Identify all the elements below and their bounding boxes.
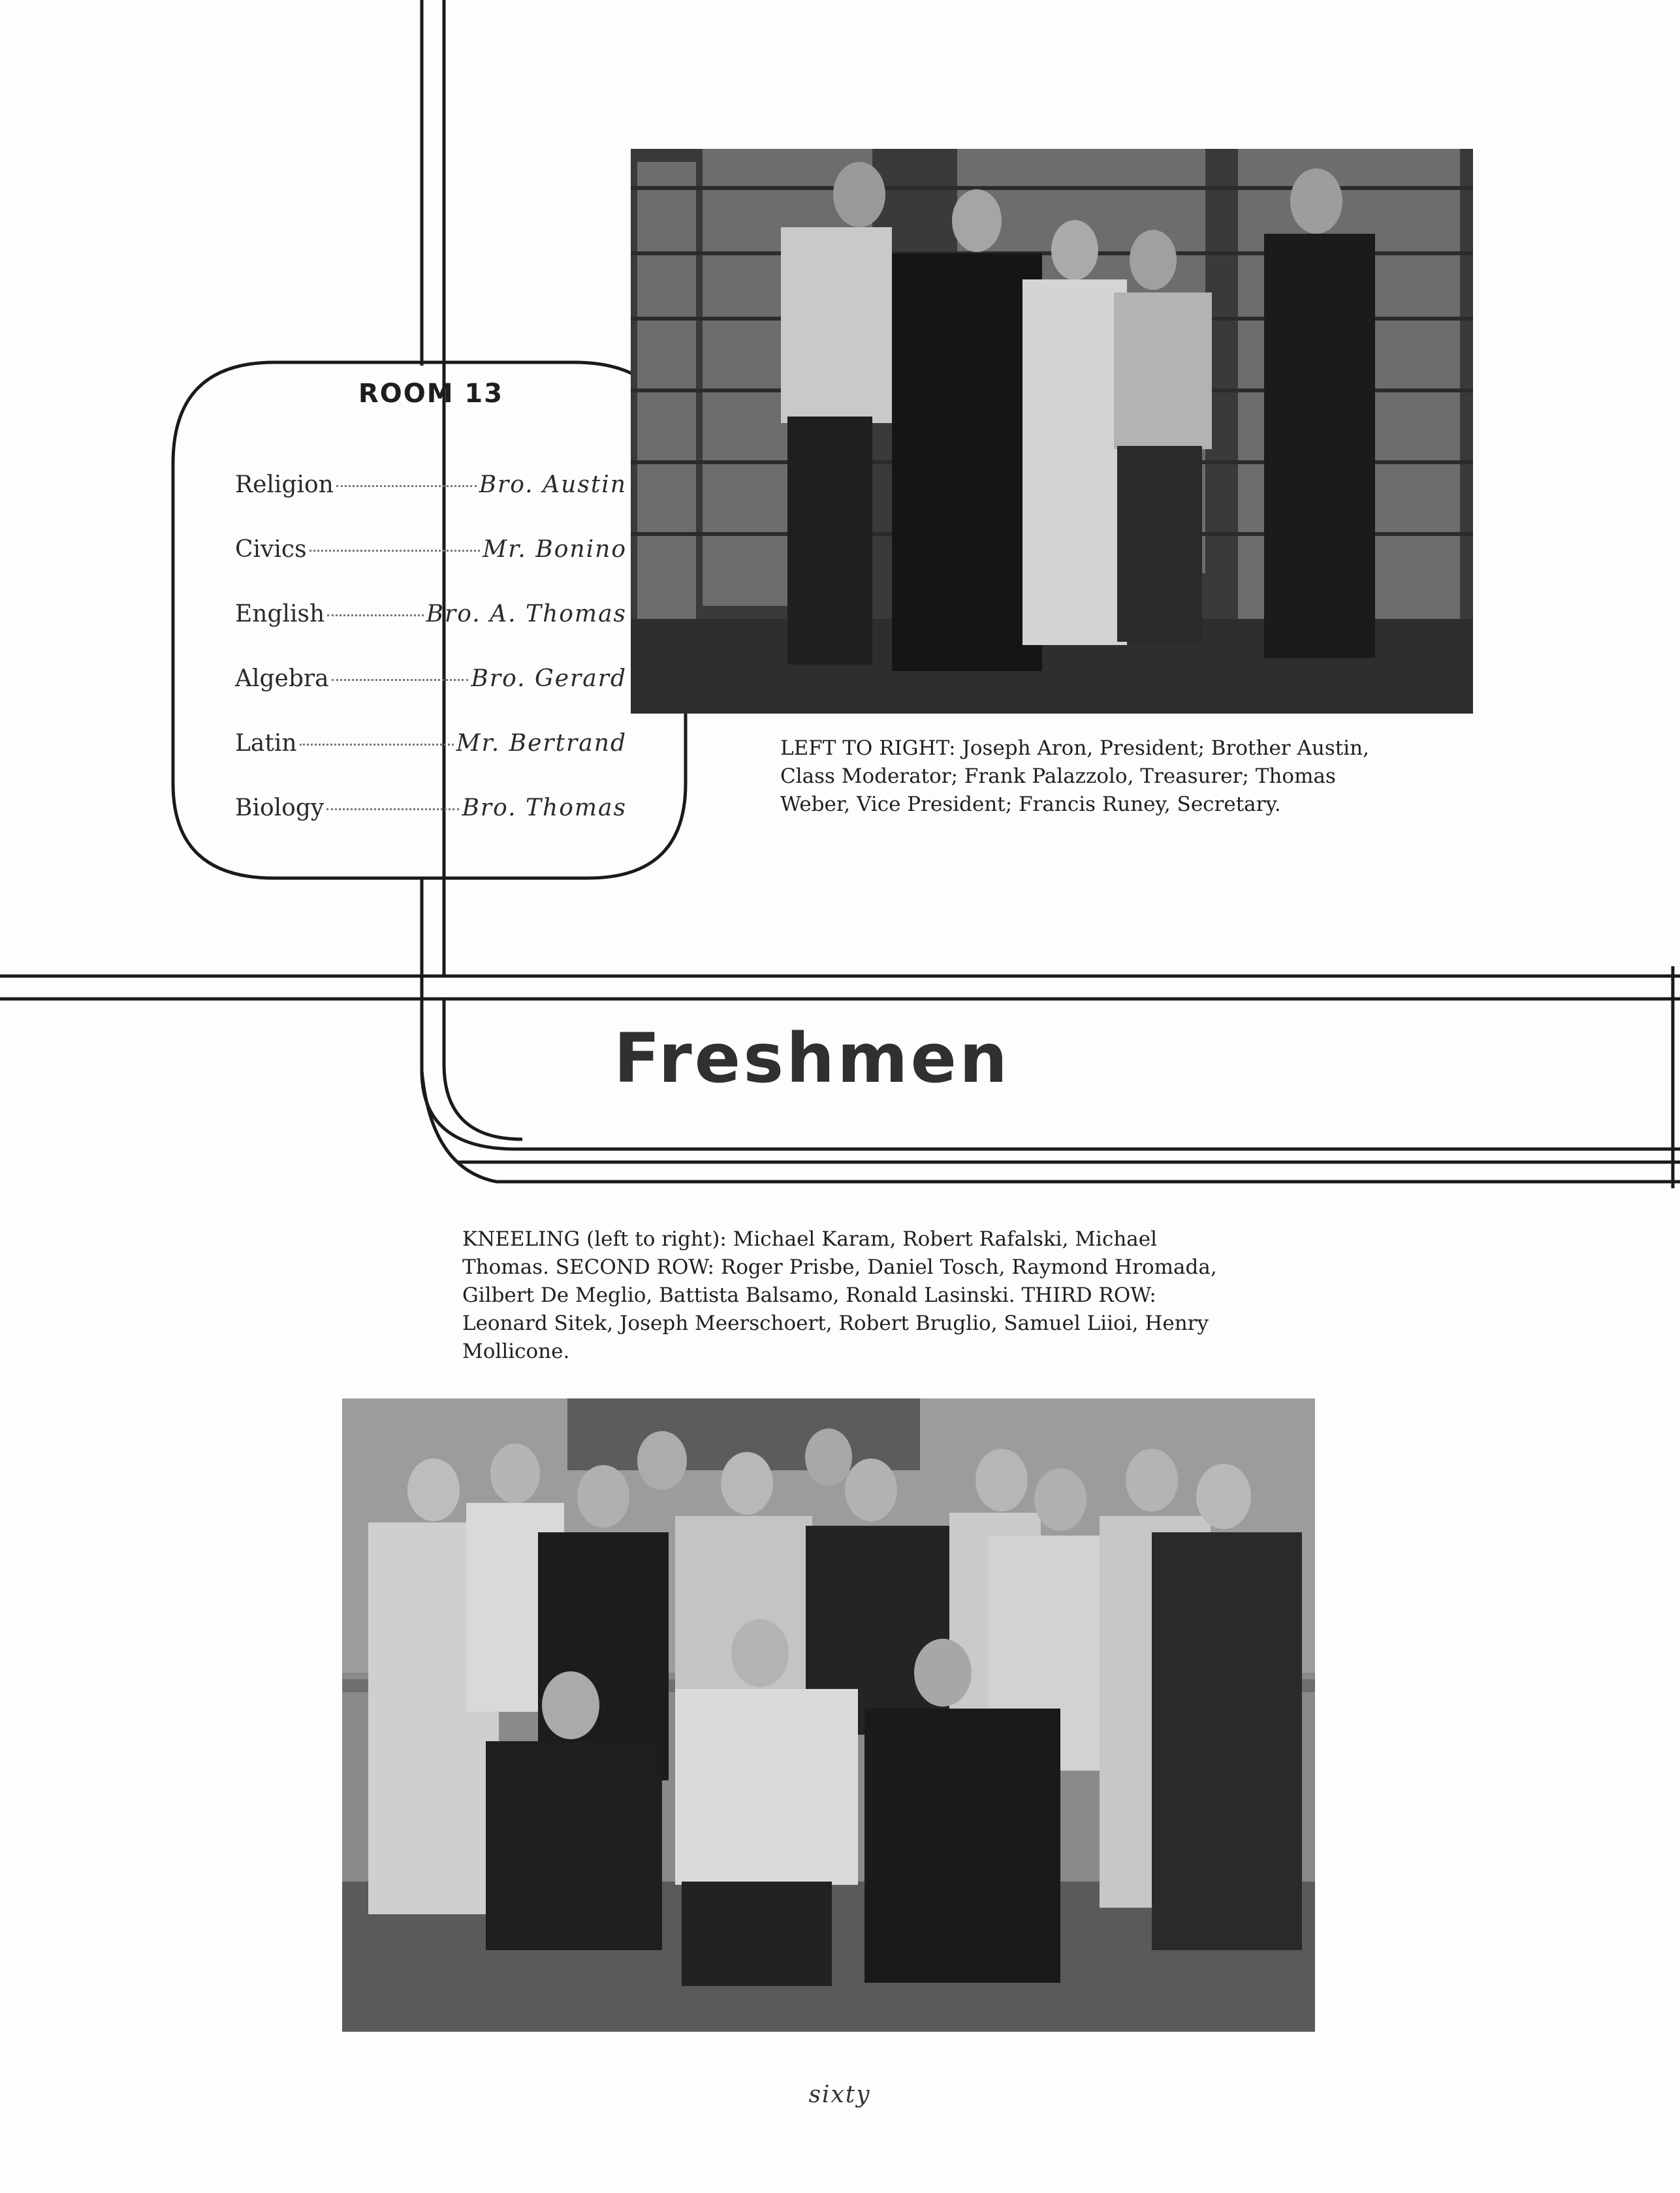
- dot-leader: [300, 744, 454, 746]
- section-title: Freshmen: [614, 1018, 1011, 1098]
- teacher-name: Mr. Bonino: [483, 536, 627, 563]
- page-number: sixty: [808, 2081, 871, 2108]
- subject-label: Religion: [235, 471, 334, 498]
- teacher-name: Bro. Thomas: [462, 795, 627, 821]
- dot-leader: [327, 614, 423, 616]
- schedule-row: [235, 665, 627, 730]
- dot-leader: [332, 679, 469, 681]
- subject-label: Algebra: [235, 665, 329, 692]
- subject-label: Civics: [235, 536, 307, 563]
- subject-label: Latin: [235, 730, 297, 757]
- teacher-name: Bro. Gerard: [471, 665, 627, 692]
- dot-leader: [309, 550, 481, 552]
- subject-label: Biology: [235, 795, 325, 821]
- schedule-row: [235, 471, 627, 536]
- teacher-name: Bro. Austin: [479, 471, 627, 498]
- officers-photo: [631, 149, 1473, 714]
- room-title: ROOM 13: [358, 379, 504, 409]
- teacher-name: Mr. Bertrand: [456, 730, 627, 757]
- teacher-name: Bro. A. Thomas: [426, 601, 627, 627]
- class-caption: KNEELING (left to right): Michael Karam, Robert Rafalski, Michael Thomas. SECOND ROW: Roger Prisbe, Daniel Tosch, Raymond Hromada, Gilbert De Meglio, Battista Balsamo, Ronald Lasinski. THIRD ROW: Leonard Sitek, Joseph Meerschoert, Robert Bruglio, Samuel Liioi, Henry Mollicone.: [462, 1227, 1217, 1363]
- class-photo-graphic: [342, 1398, 1315, 2032]
- schedule-row: [235, 536, 627, 601]
- dot-leader: [336, 485, 477, 487]
- subject-label: English: [235, 601, 325, 627]
- officers-photo-graphic: [631, 149, 1473, 714]
- schedule-row: [235, 730, 627, 795]
- schedule-row: [235, 795, 627, 859]
- schedule-list: [235, 471, 627, 859]
- schedule-row: [235, 601, 627, 665]
- officers-caption: LEFT TO RIGHT: Joseph Aron, President; Brother Austin, Class Moderator; Frank Palazzolo, Treasurer; Thomas Weber, Vice President; Francis Runey, Secretary.: [780, 736, 1369, 816]
- dot-leader: [326, 808, 459, 810]
- class-photo: [342, 1398, 1315, 2032]
